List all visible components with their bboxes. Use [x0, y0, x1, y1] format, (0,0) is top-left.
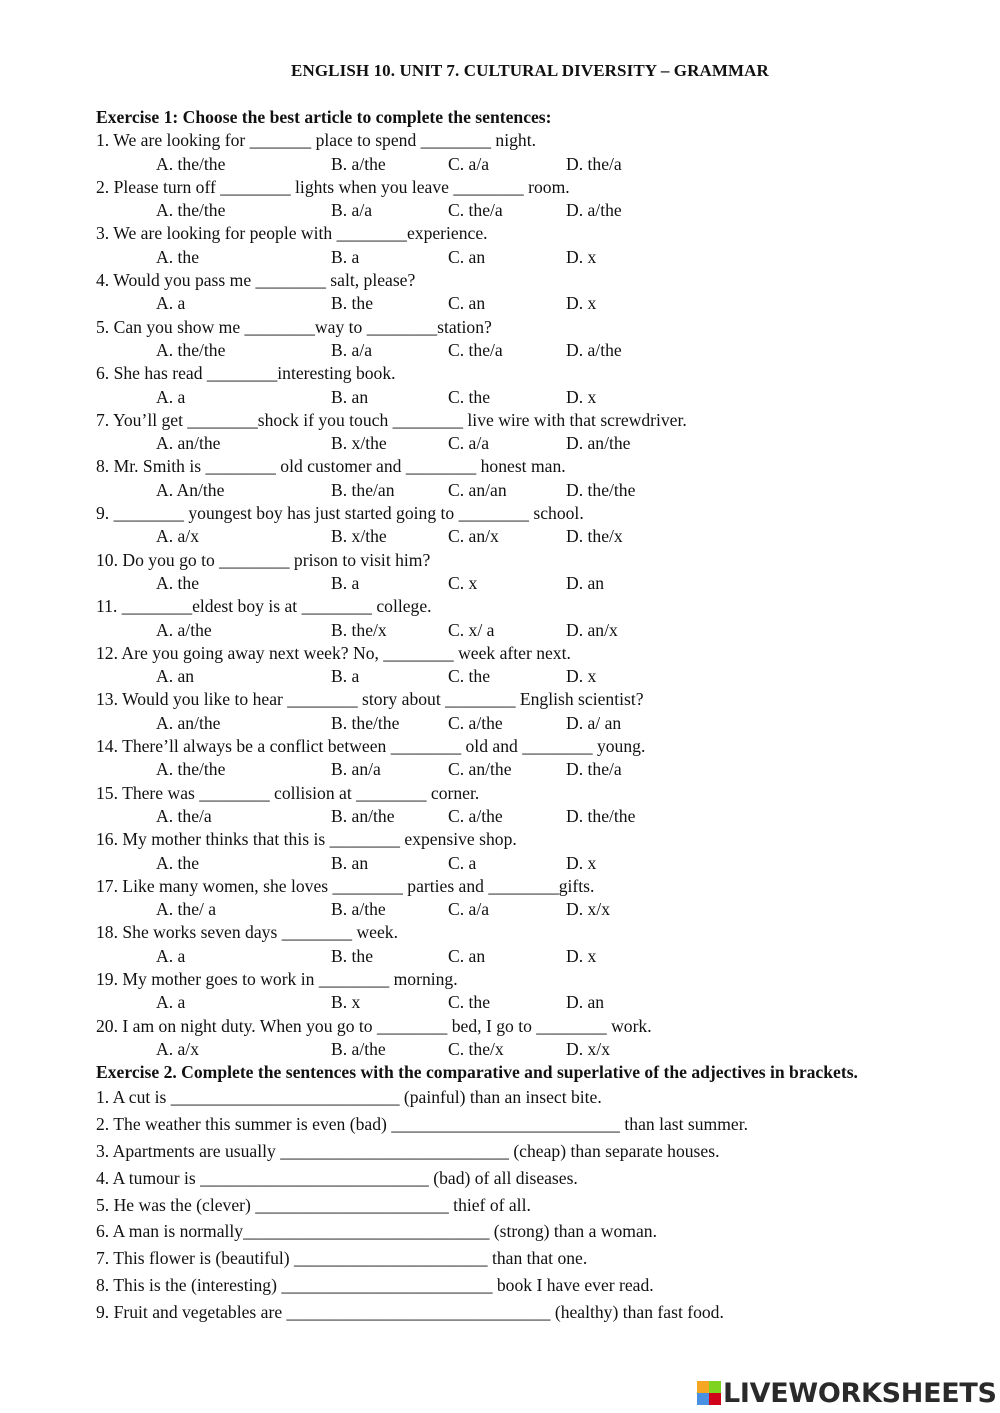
question-text: 12. Are you going away next week? No, ________ week after next. — [96, 642, 571, 663]
option-b[interactable]: B. an — [331, 852, 369, 873]
logo-icon — [697, 1381, 721, 1405]
option-c[interactable]: C. the/a — [448, 339, 503, 360]
option-a[interactable]: A. an/the — [156, 433, 221, 454]
option-d[interactable]: D. the/a — [566, 153, 622, 174]
answer-options — [96, 619, 896, 642]
answer-options — [96, 1038, 896, 1061]
option-d[interactable]: D. x — [566, 666, 597, 687]
answer-options — [96, 479, 896, 502]
answer-options — [96, 945, 896, 968]
option-a[interactable]: A. a — [156, 945, 186, 966]
option-c[interactable]: C. the/a — [448, 200, 503, 221]
option-b[interactable]: B. a — [331, 666, 360, 687]
option-a[interactable]: A. the/the — [156, 339, 226, 360]
option-d[interactable]: D. x — [566, 246, 597, 267]
option-a[interactable]: A. a/the — [156, 619, 212, 640]
answer-options — [96, 199, 896, 222]
question-text: 7. You’ll get ________shock if you touch ________ live wire with that screwdriver. — [96, 409, 687, 430]
option-c[interactable]: C. an — [448, 246, 486, 267]
option-c[interactable]: C. a/a — [448, 433, 490, 454]
option-d[interactable]: D. the/the — [566, 805, 636, 826]
option-c[interactable]: C. a/a — [448, 899, 490, 920]
fill-in-item[interactable]: 8. This is the (interesting) ________________________ book I have ever read. — [96, 1275, 654, 1296]
option-c[interactable]: C. x — [448, 572, 478, 593]
option-d[interactable]: D. x — [566, 852, 597, 873]
question-text: 20. I am on night duty. When you go to ________ bed, I go to ________ work. — [96, 1015, 652, 1036]
option-a[interactable]: A. the/the — [156, 200, 226, 221]
option-b[interactable]: B. a — [331, 246, 360, 267]
option-b[interactable]: B. the/x — [331, 619, 387, 640]
question-text: 4. Would you pass me ________ salt, please? — [96, 270, 416, 291]
option-a[interactable]: A. an — [156, 666, 195, 687]
logo-square-1 — [697, 1381, 709, 1393]
option-d[interactable]: D. the/a — [566, 759, 622, 780]
option-a[interactable]: A. a — [156, 293, 186, 314]
answer-options — [96, 898, 896, 921]
option-b[interactable]: B. the/an — [331, 479, 395, 500]
answer-options — [96, 153, 896, 176]
option-b[interactable]: B. a/a — [331, 339, 373, 360]
option-b[interactable]: B. a — [331, 572, 360, 593]
question-text: 18. She works seven days ________ week. — [96, 922, 398, 943]
option-d[interactable]: D. an/x — [566, 619, 618, 640]
option-c[interactable]: C. the — [448, 666, 491, 687]
option-c[interactable]: C. an/an — [448, 479, 507, 500]
option-b[interactable]: B. x — [331, 992, 361, 1013]
liveworksheets-logo — [697, 1376, 997, 1410]
option-a[interactable]: A. the/the — [156, 153, 226, 174]
option-c[interactable]: C. an/x — [448, 526, 499, 547]
exercise2-heading: Exercise 2. Complete the sentences with the comparative and superlative of the adjectives in brackets. — [96, 1062, 858, 1083]
question-text: 10. Do you go to ________ prison to visit him? — [96, 549, 431, 570]
logo-square-2 — [709, 1381, 721, 1393]
option-a[interactable]: A. the — [156, 572, 199, 593]
question-text: 5. Can you show me ________way to ________station? — [96, 316, 492, 337]
question-text: 13. Would you like to hear ________ story about ________ English scientist? — [96, 689, 644, 710]
exercise2-items — [96, 1084, 896, 1325]
question-text: 6. She has read ________interesting book. — [96, 363, 396, 384]
option-a[interactable]: A. the/ a — [156, 899, 217, 920]
question-text: 8. Mr. Smith is ________ old customer and ________ honest man. — [96, 456, 566, 477]
option-b[interactable]: B. x/the — [331, 433, 387, 454]
fill-in-item[interactable]: 7. This flower is (beautiful) ______________________ than that one. — [96, 1248, 588, 1269]
option-c[interactable]: C. an — [448, 945, 486, 966]
question-text: 14. There’ll always be a conflict between ________ old and ________ young. — [96, 736, 646, 757]
logo-square-4 — [709, 1393, 721, 1405]
option-b[interactable]: B. the — [331, 293, 374, 314]
option-b[interactable]: B. a/the — [331, 1038, 386, 1059]
option-d[interactable]: D. an — [566, 572, 605, 593]
answer-options — [96, 991, 896, 1014]
option-c[interactable]: C. a/a — [448, 153, 490, 174]
option-c[interactable]: C. x/ a — [448, 619, 495, 640]
answer-options — [96, 339, 896, 362]
fill-in-item[interactable]: 5. He was the (clever) ______________________ thief of all. — [96, 1194, 531, 1215]
option-b[interactable]: B. a/the — [331, 899, 386, 920]
answer-options — [96, 665, 896, 688]
option-d[interactable]: D. x/x — [566, 1038, 610, 1059]
fill-in-item[interactable]: 1. A cut is __________________________ (painful) than an insect bite. — [96, 1087, 602, 1108]
option-d[interactable]: D. an/the — [566, 433, 631, 454]
answer-options — [96, 805, 896, 828]
question-text: 11. ________eldest boy is at ________ college. — [96, 596, 432, 617]
option-d[interactable]: D. the/x — [566, 526, 623, 547]
fill-in-item[interactable]: 4. A tumour is __________________________ (bad) of all diseases. — [96, 1167, 578, 1188]
option-d[interactable]: D. x — [566, 386, 597, 407]
page-title: ENGLISH 10. UNIT 7. CULTURAL DIVERSITY – GRAMMAR — [291, 61, 769, 80]
question-text: 15. There was ________ collision at ________ corner. — [96, 782, 480, 803]
option-b[interactable]: B. the — [331, 945, 374, 966]
option-c[interactable]: C. a — [448, 852, 477, 873]
option-c[interactable]: C. a/the — [448, 712, 503, 733]
option-b[interactable]: B. x/the — [331, 526, 387, 547]
option-d[interactable]: D. an — [566, 992, 605, 1013]
option-d[interactable]: D. x — [566, 293, 597, 314]
option-b[interactable]: B. an/a — [331, 759, 381, 780]
option-d[interactable]: D. x — [566, 945, 597, 966]
question-text: 3. We are looking for people with ________experience. — [96, 223, 488, 244]
option-c[interactable]: C. an/the — [448, 759, 512, 780]
fill-in-item[interactable]: 2. The weather this summer is even (bad) __________________________ than last summer. — [96, 1114, 749, 1135]
option-d[interactable]: D. a/the — [566, 200, 622, 221]
answer-options — [96, 572, 896, 595]
answer-options — [96, 525, 896, 548]
option-c[interactable]: C. the/x — [448, 1038, 504, 1059]
option-a[interactable]: A. a/x — [156, 526, 199, 547]
logo-text: LIVEWORKSHEETS — [723, 1377, 997, 1409]
option-c[interactable]: C. the — [448, 386, 491, 407]
question-text: 1. We are looking for _______ place to spend ________ night. — [96, 130, 536, 151]
option-d[interactable]: D. the/the — [566, 479, 636, 500]
question-text: 2. Please turn off ________ lights when you leave ________ room. — [96, 176, 570, 197]
question-text: 19. My mother goes to work in ________ morning. — [96, 968, 458, 989]
option-c[interactable]: C. an — [448, 293, 486, 314]
answer-options — [96, 292, 896, 315]
exercise1-questions — [96, 129, 896, 1061]
option-a[interactable]: A. An/the — [156, 479, 225, 500]
option-b[interactable]: B. an/the — [331, 805, 395, 826]
fill-in-item[interactable]: 9. Fruit and vegetables are ______________________________ (healthy) than fast food. — [96, 1301, 724, 1322]
answer-options — [96, 386, 896, 409]
option-a[interactable]: A. a — [156, 386, 186, 407]
exercise1-heading: Exercise 1: Choose the best article to complete the sentences: — [96, 107, 552, 127]
answer-options — [96, 852, 896, 875]
option-a[interactable]: A. a — [156, 992, 186, 1013]
logo-square-3 — [697, 1393, 709, 1405]
option-d[interactable]: D. a/the — [566, 339, 622, 360]
fill-in-item[interactable]: 6. A man is normally____________________________ (strong) than a woman. — [96, 1221, 657, 1242]
option-a[interactable]: A. the/a — [156, 805, 212, 826]
answer-options — [96, 758, 896, 781]
option-b[interactable]: B. an — [331, 386, 369, 407]
question-text: 9. ________ youngest boy has just started going to ________ school. — [96, 503, 584, 524]
answer-options — [96, 246, 896, 269]
option-a[interactable]: A. the — [156, 246, 199, 267]
option-a[interactable]: A. the/the — [156, 759, 226, 780]
answer-options — [96, 712, 896, 735]
fill-in-item[interactable]: 3. Apartments are usually __________________________ (cheap) than separate houses. — [96, 1141, 720, 1162]
option-d[interactable]: D. a/ an — [566, 712, 622, 733]
option-a[interactable]: A. the — [156, 852, 199, 873]
option-b[interactable]: B. the/the — [331, 712, 400, 733]
question-text: 16. My mother thinks that this is ________ expensive shop. — [96, 829, 517, 850]
option-a[interactable]: A. an/the — [156, 712, 221, 733]
option-b[interactable]: B. a/the — [331, 153, 386, 174]
option-a[interactable]: A. a/x — [156, 1038, 199, 1059]
option-c[interactable]: C. a/the — [448, 805, 503, 826]
option-b[interactable]: B. a/a — [331, 200, 373, 221]
option-d[interactable]: D. x/x — [566, 899, 610, 920]
answer-options — [96, 432, 896, 455]
question-text: 17. Like many women, she loves ________ parties and ________gifts. — [96, 875, 595, 896]
option-c[interactable]: C. the — [448, 992, 491, 1013]
worksheet-content — [96, 106, 896, 1326]
